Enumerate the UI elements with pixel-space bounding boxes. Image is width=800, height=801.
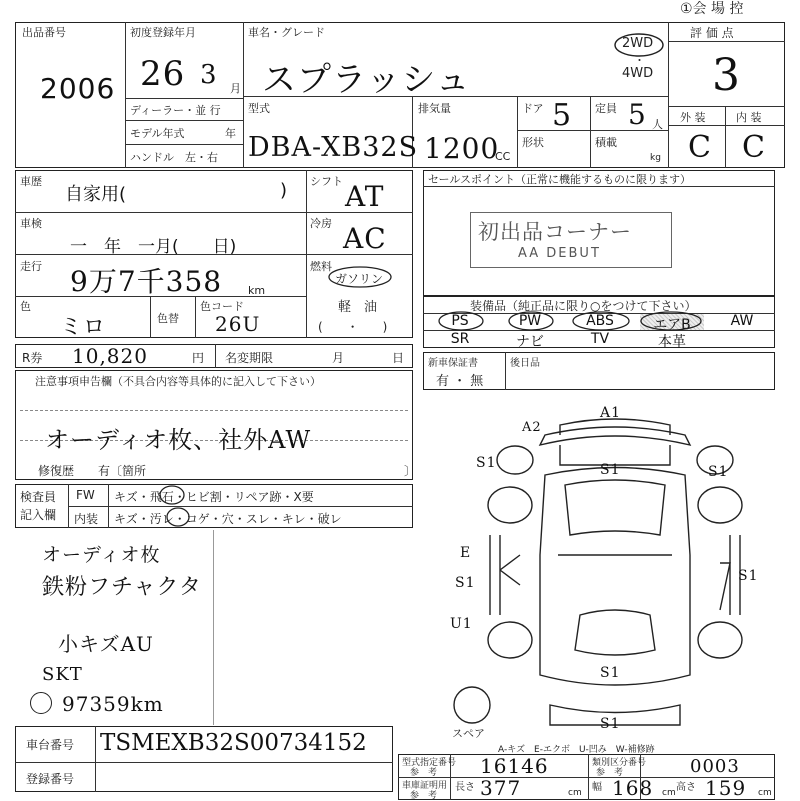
insp-note-4: SKT — [42, 664, 83, 685]
fuel-gas: ガソリン — [335, 272, 384, 286]
drive-2wd: 2WD — [622, 36, 654, 51]
mark-a1: A1 — [600, 405, 622, 421]
model-year-label: モデル年式 — [130, 127, 185, 140]
interior-insp-label: 内装 — [74, 512, 99, 526]
handle-label: ハンドル 左・右 — [130, 151, 218, 164]
odo-note: 97359km — [62, 692, 164, 716]
history-paren: ) — [280, 180, 288, 201]
inspector-label1: 検査員 — [20, 490, 57, 504]
capacity-value: 5 — [628, 98, 647, 131]
year-unit: 年 — [225, 127, 236, 140]
sales-point-title: セールスポイント（正常に機能するものに限ります） — [428, 173, 692, 186]
mark-s1-bumper: S1 — [600, 716, 621, 732]
warranty-value: 有 ・ 無 — [436, 374, 484, 389]
equip-tv: TV — [590, 331, 610, 347]
equip-navi: ナビ — [516, 334, 544, 350]
first-reg-label: 初度登録年月 — [130, 26, 196, 39]
first-reg-year: 26 — [140, 54, 186, 94]
insp-note-1: オーディオ枚 — [42, 544, 161, 566]
shape-label: 形状 — [522, 136, 544, 149]
repair-label: 修復歴 有〔箇所 — [38, 464, 147, 478]
equip-pw: PW — [518, 313, 542, 329]
width-label: 幅 — [592, 782, 602, 793]
odo-circle — [30, 692, 52, 714]
height-unit: cm — [758, 788, 772, 798]
exterior-grade: C — [688, 130, 712, 165]
type-cert-label: 型式指定番号 — [402, 758, 457, 768]
km-unit: km — [248, 284, 266, 297]
drive-dot: ・ — [634, 54, 645, 67]
interior-label: 内 装 — [736, 111, 762, 124]
class-label: 類別区分番号 — [592, 758, 647, 768]
insp-note-3: 小キズAU — [58, 632, 154, 656]
expire-day-unit: 日 — [392, 351, 405, 365]
fuel-label: 燃料 — [310, 260, 332, 273]
notes-line1: オーディオ枚、社外AW — [45, 426, 312, 454]
venue-label: ①会 場 控 — [680, 1, 744, 17]
color-label: 色 — [20, 300, 31, 313]
person-unit: 人 — [652, 118, 663, 131]
displacement-value: 1200 — [424, 132, 500, 165]
cc-unit: CC — [495, 150, 511, 163]
later-label: 後日品 — [510, 358, 540, 369]
equip-aw: AW — [730, 313, 754, 329]
width-unit: cm — [662, 788, 676, 798]
capacity-label: 定員 — [595, 102, 617, 115]
fuel-paren: ( ・ ) — [318, 320, 388, 334]
diagram-legend: A-キズ E-エクボ U-凹み W-補修跡 — [498, 745, 655, 755]
equip-sr: SR — [450, 331, 470, 347]
yen-unit: 円 — [192, 351, 205, 365]
height-label: 高さ — [676, 782, 696, 793]
interior-items: キズ・汚レ・コゲ・穴・スレ・キレ・破レ — [114, 512, 342, 526]
chassis-label: 車台番号 — [26, 738, 75, 752]
spare-label: スペア — [452, 727, 485, 740]
reg-label: 登録番号 — [26, 772, 75, 786]
dealer-label: ディーラー・並 行 — [130, 104, 221, 117]
fw-label: FW — [76, 488, 95, 502]
model-code: DBA-XB32S — [248, 132, 419, 163]
score-value: 3 — [712, 50, 741, 101]
ac-label: 冷房 — [310, 217, 332, 230]
inspection-label: 車検 — [20, 217, 42, 230]
width-value: 168 — [612, 776, 654, 800]
ref-label-1: 参 考 — [410, 768, 438, 778]
mark-s1-rear: S1 — [600, 665, 621, 681]
equip-abs: ABS — [586, 313, 614, 329]
mark-u1: U1 — [450, 616, 473, 632]
lot-label: 出品番号 — [22, 26, 66, 39]
repair-close: 〕 — [404, 464, 417, 478]
expire-label: 名変期限 — [225, 351, 274, 365]
mark-e: E — [460, 545, 472, 561]
r-value: 10,820 — [72, 344, 148, 368]
equip-leather: 本革 — [658, 334, 686, 350]
expire-month-unit: 月 — [332, 351, 345, 365]
cert-label: 車庫証明用 — [402, 781, 448, 791]
mileage-label: 走行 — [20, 260, 42, 273]
inspection-value: 一 年 一月( 日) — [70, 237, 237, 257]
notes-title: 注意事項申告欄（不具合内容等具体的に記入して下さい） — [35, 375, 321, 388]
length-label: 長さ — [455, 782, 475, 793]
stamp-line2: AA DEBUT — [518, 246, 601, 261]
door-label: ドア — [522, 102, 544, 115]
mark-a2: A2 — [522, 420, 542, 435]
length-unit: cm — [568, 788, 582, 798]
stamp-line1: 初出品コーナー — [478, 220, 632, 244]
height-value: 159 — [705, 776, 747, 800]
ref-label-2: 参 考 — [596, 768, 624, 778]
mark-s1-left: S1 — [455, 575, 476, 591]
color-code-label: 色コード — [200, 300, 244, 313]
exterior-label: 外 装 — [680, 111, 706, 124]
class-value: 0003 — [690, 756, 740, 777]
history-value: 自家用( — [65, 184, 127, 205]
drive-4wd: 4WD — [622, 66, 654, 81]
chassis-number: TSMEXB32S00734152 — [100, 730, 367, 756]
kg-unit: kg — [650, 153, 661, 163]
inspector-label2: 記入欄 — [20, 508, 57, 522]
fw-items: キズ・飛石・ヒビ割・リペア跡・X要 — [114, 490, 314, 504]
interior-grade: C — [742, 130, 766, 165]
lot-number: 2006 — [40, 72, 116, 105]
length-value: 377 — [480, 776, 522, 800]
color-value: ミロ — [60, 315, 107, 340]
shift-value: AT — [345, 180, 385, 213]
history-label: 車歴 — [20, 175, 42, 188]
mark-s1-front-left: S1 — [476, 455, 497, 471]
score-label: 評 価 点 — [690, 26, 734, 40]
color-code: 26U — [215, 312, 261, 336]
ac-value: AC — [343, 222, 387, 255]
model-name-label: 車名・グレード — [248, 26, 325, 39]
repaint-label: 色替 — [157, 312, 179, 325]
load-label: 積載 — [595, 136, 617, 149]
first-reg-month: 3 — [200, 60, 218, 90]
door-value: 5 — [552, 98, 573, 133]
r-label: R券 — [22, 351, 43, 365]
type-label: 型式 — [248, 102, 270, 115]
insp-note-2: 鉄粉フチャクタ — [42, 575, 202, 600]
month-unit: 月 — [230, 82, 241, 95]
warranty-label: 新車保証書 — [428, 358, 478, 369]
fuel-diesel: 軽 油 — [338, 300, 378, 315]
mark-s1-hood: S1 — [600, 462, 621, 478]
type-cert-value: 16146 — [480, 754, 549, 778]
equipment-title: 装備品（純正品に限り○をつけて下さい） — [470, 299, 697, 313]
mileage-value: 9万7千358 — [70, 265, 223, 298]
equip-airbag: エアB — [640, 314, 704, 330]
mark-s1-right: S1 — [738, 568, 759, 584]
model-name: スプラッシュ — [262, 60, 471, 100]
ref-label-3: 参 考 — [410, 791, 438, 801]
equip-ps: PS — [451, 313, 469, 329]
displacement-label: 排気量 — [418, 102, 451, 115]
mark-s1-front-right: S1 — [708, 464, 729, 480]
shift-label: シフト — [310, 175, 343, 188]
